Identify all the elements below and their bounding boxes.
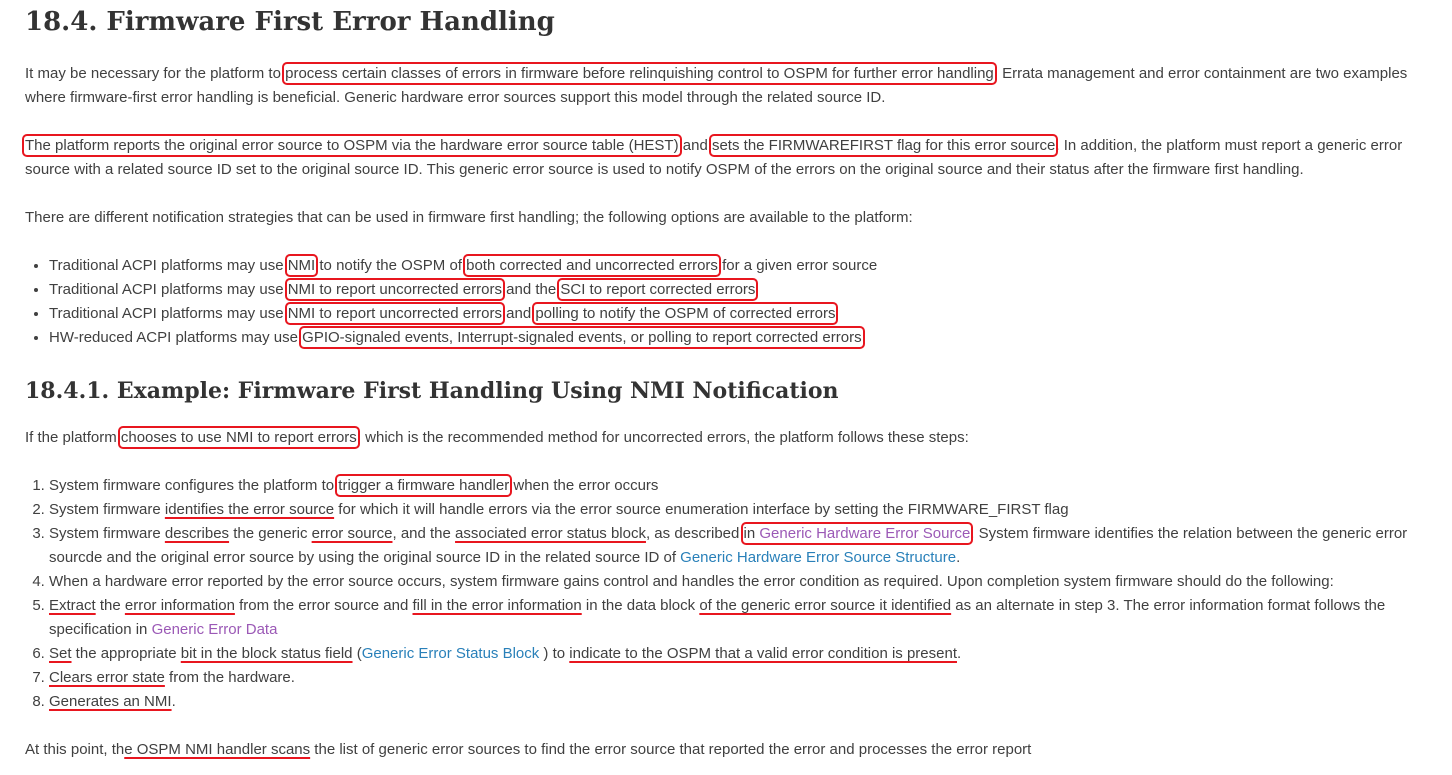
paragraph-strategies: There are different notification strategies that can be used in firmware first handling; the following options are available to the platform:: [25, 209, 913, 226]
highlight-box: process certain classes of errors in firmware before relinquishing control to OSPM for further error handling: [285, 65, 994, 82]
highlight-box: in Generic Hardware Error Source: [743, 525, 971, 542]
highlight-box: NMI: [287, 257, 316, 274]
list-item: • Traditional ACPI platforms may use NMI to report uncorrected errors and the SCI to report corrected errors: [49, 278, 1437, 302]
steps-list: [25, 474, 1437, 714]
list-item: 7. Clears error state from the hardware.: [49, 666, 1437, 690]
list-item: 4. When a hardware error reported by the error source occurs, system firmware gains control and handles the error condition as required. Upon completion system firmware should do the following:: [49, 570, 1437, 594]
list-item: • HW-reduced ACPI platforms may use GPIO-signaled events, Interrupt-signaled events, or polling to report corrected errors: [49, 326, 1437, 350]
underline-mark: identifies the error source: [164, 501, 335, 518]
list-item: 5. Extract the error information from the error source and fill in the error information in the data block of the generic error source it identified as an alternate in step 3. The error information format follows the specification in Generic Error Data: [49, 594, 1437, 642]
highlight-box: NMI to report uncorrected errors: [287, 305, 502, 322]
paragraph-intro: It may be necessary for the platform to process certain classes of errors in firmware before relinquishing control to OSPM for further error handling. Errata management and error containment are two examples where firmware-first error handling is beneficial. Generic hardware error sources support this model through the related source ID.: [25, 65, 1408, 106]
page-title: 18.4. Firmware First Error Handling: [25, 7, 555, 37]
underline-mark: indicate to the OSPM that a valid error condition is present: [569, 645, 957, 662]
paragraph-nmi-intro: If the platform chooses to use NMI to report errors, which is the recommended method for uncorrected errors, the platform follows these steps:: [25, 429, 969, 446]
notification-options-list: [25, 254, 1437, 350]
paragraph-conclusion: At this point, the OSPM NMI handler scans the list of generic error sources to find the error source that reported the error and processes the error report: [25, 741, 1032, 758]
link-generic-hardware-error-source[interactable]: Generic Hardware Error Source: [759, 525, 971, 542]
highlight-box: sets the FIRMWAREFIRST flag for this error source: [711, 137, 1056, 154]
link-generic-error-status-block[interactable]: Generic Error Status Block: [361, 645, 540, 662]
underline-mark: fill in the error information: [412, 597, 582, 614]
list-item: 3. System firmware describes the generic error source, and the associated error status block, as described in Generic Hardware Error Source. System firmware identifies the relation between the generic error sourcde and the original error source by using the original source ID in the related source ID of Generic Hardware Error Source Structure.: [49, 522, 1437, 570]
underline-mark: error source: [311, 525, 393, 542]
highlight-box: chooses to use NMI to report errors: [120, 429, 357, 446]
list-item: 6. Set the appropriate bit in the block status field (Generic Error Status Block ) to indicate to the OSPM that a valid error condition is present.: [49, 642, 1437, 666]
highlight-box: NMI to report uncorrected errors: [287, 281, 502, 298]
list-item: • Traditional ACPI platforms may use NMI to report uncorrected errors and polling to notify the OSPM of corrected errors: [49, 302, 1437, 326]
highlight-box: polling to notify the OSPM of corrected errors: [535, 305, 836, 322]
underline-mark: Extract: [49, 597, 96, 614]
list-item: • Traditional ACPI platforms may use NMI to notify the OSPM of both corrected and uncorrected errors for a given error source: [49, 254, 1437, 278]
highlight-box: both corrected and uncorrected errors: [466, 257, 718, 274]
highlight-box: SCI to report corrected errors: [560, 281, 756, 298]
highlight-box: GPIO-signaled events, Interrupt-signaled events, or polling to report corrected errors: [302, 329, 862, 346]
underline-mark: Generates an NMI: [49, 693, 172, 710]
paragraph-hest: The platform reports the original error source to OSPM via the hardware error source table (HEST) and sets the FIRMWAREFIRST flag for this error source. In addition, the platform must report a generic error source with a related source ID set to the original source ID. This generic error source is used to notify OSPM of the errors on the original source and their status after the firmware first handling.: [25, 137, 1403, 178]
list-item: 1. System firmware configures the platform to trigger a firmware handler when the error occurs: [49, 474, 1437, 498]
section-subheading: 18.4.1. Example: Firmware First Handling Using NMI Notification: [25, 378, 839, 404]
highlight-box: The platform reports the original error source to OSPM via the hardware error source table (HEST): [25, 137, 679, 154]
underline-mark: bit in the block status field: [180, 645, 353, 662]
underline-mark: Set: [49, 645, 72, 662]
underline-mark: associated error status block: [455, 525, 646, 542]
underline-mark: error information: [124, 597, 235, 614]
list-item: 2. System firmware identifies the error source for which it will handle errors via the error source enumeration interface by setting the FIRMWARE_FIRST flag: [49, 498, 1437, 522]
underline-mark: e OSPM NMI handler scans: [124, 741, 311, 758]
list-item: 8. Generates an NMI.: [49, 690, 1437, 714]
underline-mark: describes: [164, 525, 230, 542]
highlight-box: trigger a firmware handler: [338, 477, 510, 494]
link-generic-hardware-error-source-structure[interactable]: Generic Hardware Error Source Structure: [680, 549, 957, 566]
underline-mark: of the generic error source it identified: [699, 597, 952, 614]
link-generic-error-data[interactable]: Generic Error Data: [151, 621, 278, 638]
underline-mark: Clears error state: [49, 669, 165, 686]
